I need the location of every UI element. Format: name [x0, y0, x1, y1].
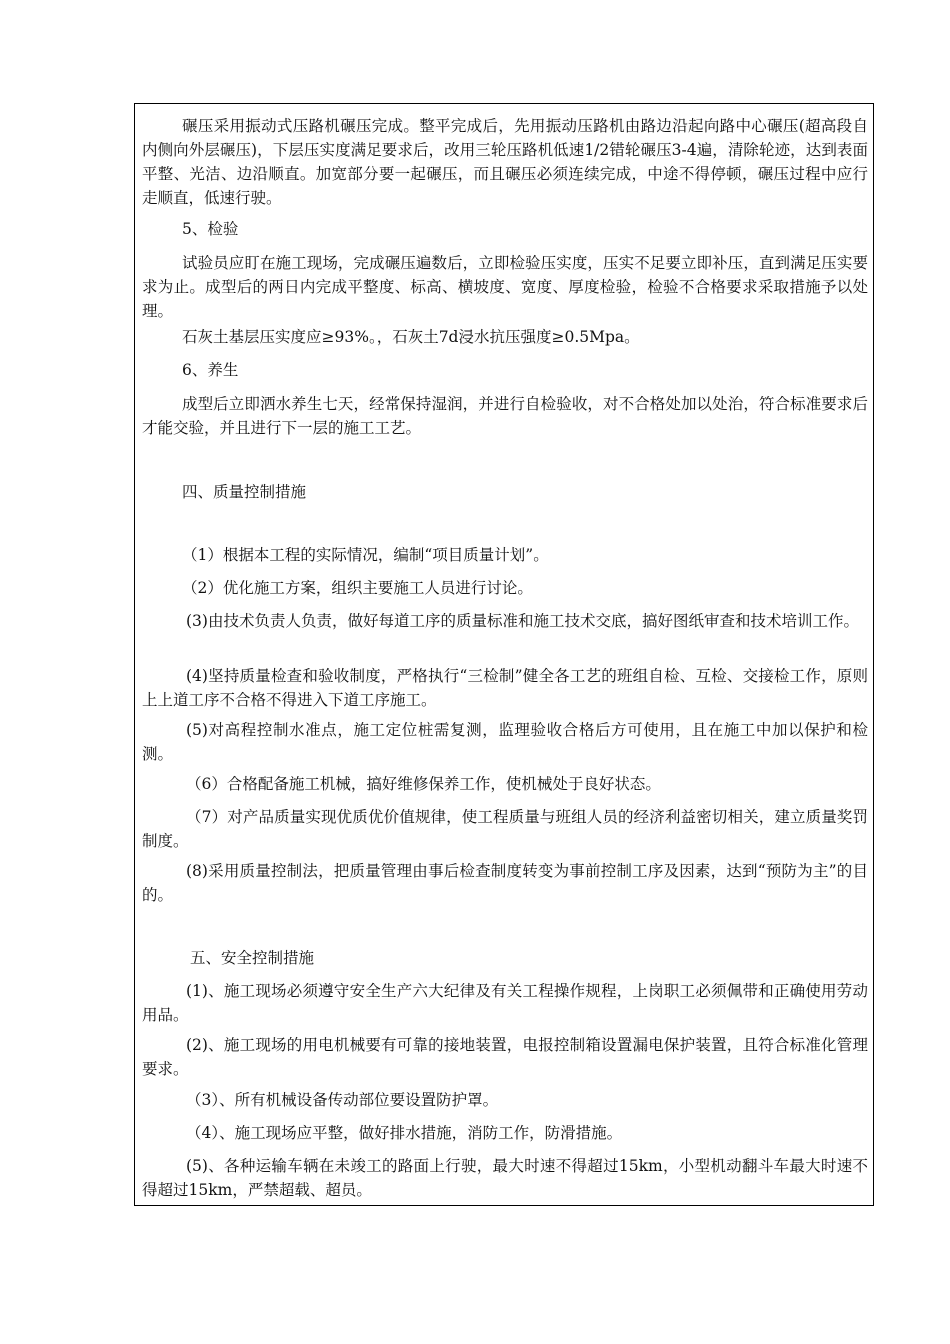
quality-item-1: （1）根据本工程的实际情况，编制“项目质量计划”。 — [182, 546, 549, 564]
heading-quality-control: 四、质量控制措施 — [182, 483, 307, 501]
paragraph-inspection: 试验员应盯在施工现场，完成碾压遍数后，立即检验压实度，压实不足要立即补压，直到满足压实要求为止。成型后的两日内完成平整度、标高、横坡度、宽度、厚度检验，检验不合格要求采取措施予以处理。 — [142, 254, 868, 320]
heading-inspection: 5、检验 — [182, 220, 239, 238]
safety-item-4: （4）、施工现场应平整，做好排水措施，消防工作，防滑措施。 — [186, 1124, 623, 1142]
safety-item-5: (5)、各种运输车辆在未竣工的路面上行驶，最大时速不得超过15km，小型机动翻斗车最大时速不得超过15km，严禁超载、超员。 — [142, 1157, 868, 1199]
quality-item-3: (3)由技术负责人负责，做好每道工序的质量标准和施工技术交底，搞好图纸审查和技术培训工作。 — [186, 612, 859, 630]
quality-item-2: （2）优化施工方案，组织主要施工人员进行讨论。 — [182, 579, 533, 597]
heading-safety-control: 五、安全控制措施 — [190, 949, 315, 967]
quality-item-5: (5)对高程控制水准点，施工定位桩需复测，监理验收合格后方可使用，且在施工中加以保护和检测。 — [142, 721, 868, 763]
safety-item-1: (1)、施工现场必须遵守安全生产六大纪律及有关工程操作规程，上岗职工必须佩带和正确使用劳动用品。 — [142, 982, 868, 1024]
quality-item-7: （7）对产品质量实现优质优价值规律，使工程质量与班组人员的经济利益密切相关，建立质量奖罚制度。 — [142, 808, 868, 850]
heading-curing: 6、养生 — [182, 361, 239, 379]
paragraph-curing: 成型后立即洒水养生七天，经常保持湿润，并进行自检验收，对不合格处加以处治，符合标准要求后才能交验，并且进行下一层的施工工艺。 — [142, 395, 868, 437]
paragraph-rolling: 碾压采用振动式压路机碾压完成。整平完成后，先用振动压路机由路边沿起向路中心碾压(超高段自内侧向外层碾压)，下层压实度满足要求后，改用三轮压路机低速1/2错轮碾压3-4遍，清除轮迹，达到表面平整、光洁、边沿顺直。加宽部分要一起碾压，而且碾压必须连续完成，中途不得停顿，碾压过程中应行走顺直，低速行驶。 — [142, 117, 868, 207]
quality-item-8: (8)采用质量控制法，把质量管理由事后检查制度转变为事前控制工序及因素，达到“预防为主”的目的。 — [142, 862, 868, 904]
safety-item-3: （3）、所有机械设备传动部位要设置防护罩。 — [186, 1091, 499, 1109]
quality-item-6: （6）合格配备施工机械，搞好维修保养工作，使机械处于良好状态。 — [186, 775, 661, 793]
paragraph-compaction-spec: 石灰土基层压实度应≥93%。，石灰土7d浸水抗压强度≥0.5Mpa。 — [182, 328, 640, 346]
quality-item-4: (4)坚持质量检查和验收制度，严格执行“三检制”健全各工艺的班组自检、互检、交接检工作，原则上上道工序不合格不得进入下道工序施工。 — [142, 667, 868, 709]
safety-item-2: (2)、施工现场的用电机械要有可靠的接地装置，电报控制箱设置漏电保护装置，且符合标准化管理要求。 — [142, 1036, 868, 1078]
